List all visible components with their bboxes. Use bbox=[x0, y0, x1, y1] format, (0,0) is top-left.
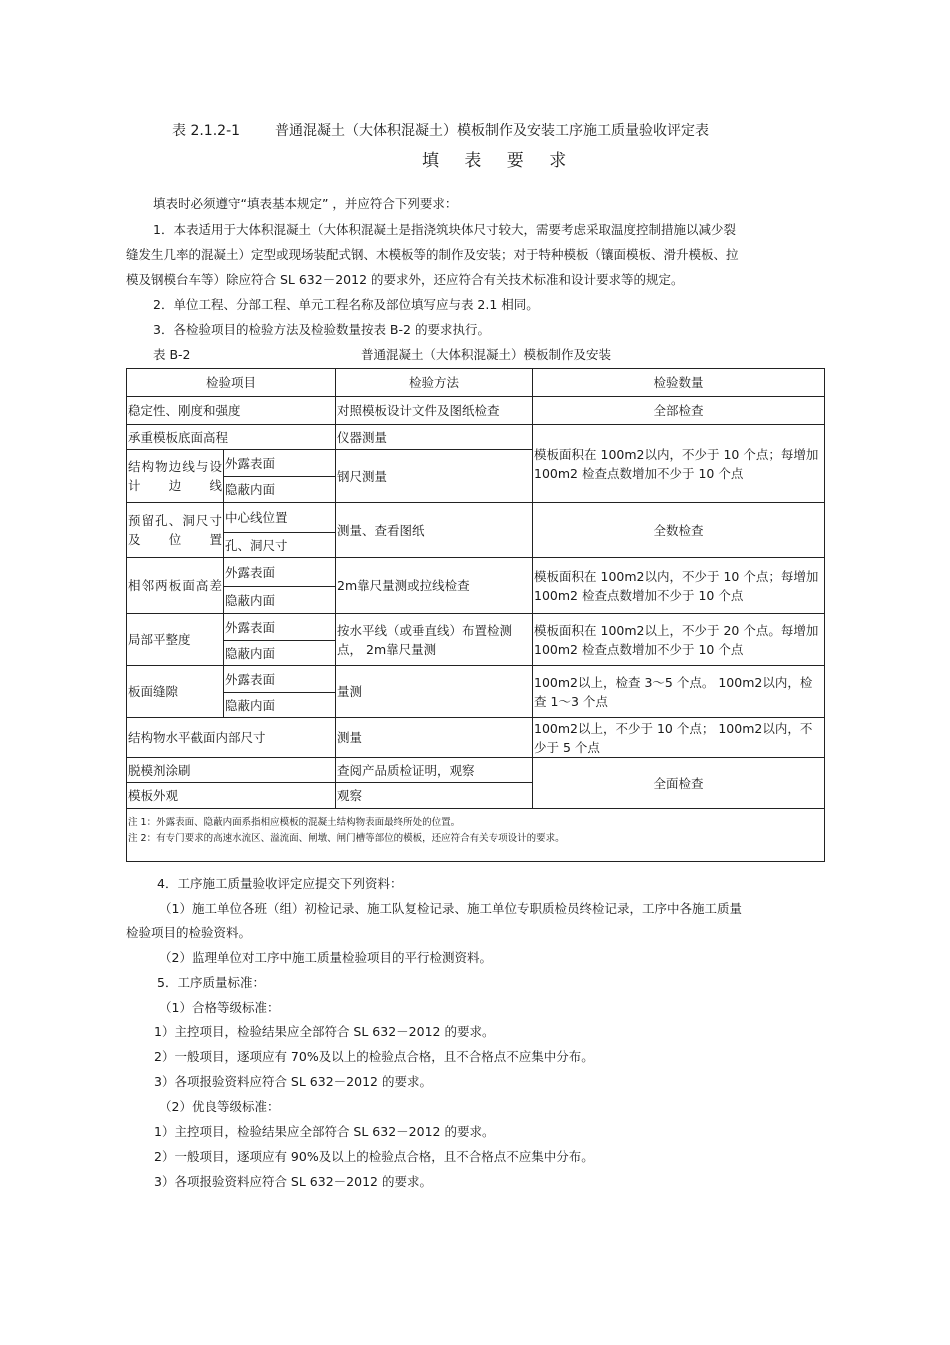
item-cell: 模板外观 bbox=[127, 783, 336, 809]
qualified-item-2: 2）一般项目，逐项应有 70%及以上的检验点合格，且不合格点不应集中分布。 bbox=[154, 1049, 594, 1064]
sub-item-cell: 外露表面 bbox=[224, 614, 336, 641]
table-row bbox=[127, 503, 825, 533]
table-row bbox=[127, 614, 825, 641]
qualified-item-3: 3）各项报验资料应符合 SL 632－2012 的要求。 bbox=[154, 1074, 432, 1089]
item-4-2: （2）监理单位对工序中施工质量检验项目的平行检测资料。 bbox=[159, 950, 492, 965]
quantity-cell: 全面检查 bbox=[533, 758, 825, 809]
table-label: 表 B-2 bbox=[153, 347, 191, 362]
item-4-1-cont: 检验项目的检验资料。 bbox=[126, 925, 252, 940]
table-number: 表 2.1.2-1 bbox=[172, 123, 241, 139]
item-cell: 稳定性、刚度和强度 bbox=[127, 397, 336, 425]
item-4-1: （1）施工单位各班（组）初检记录、施工队复检记录、施工单位专职质检员终检记录，工序中各施工质量 bbox=[159, 901, 742, 916]
table-row bbox=[127, 558, 825, 587]
item-cell: 承重模板底面高程 bbox=[127, 425, 336, 450]
item-5: 5．工序质量标准： bbox=[157, 975, 265, 990]
qualified-item-1: 1）主控项目，检验结果应全部符合 SL 632－2012 的要求。 bbox=[154, 1024, 495, 1039]
inspection-table bbox=[126, 368, 825, 862]
sub-item-cell: 孔、洞尺寸 bbox=[224, 533, 336, 558]
item-cell: 结构物边线与设计边线 bbox=[127, 450, 224, 503]
method-cell: 按水平线（或垂直线）布置检测点， 2m靠尺量测 bbox=[336, 614, 533, 666]
page-title: 普通混凝土（大体积混凝土）模板制作及安装工序施工质量验收评定表 bbox=[275, 123, 709, 139]
intro-item-2: 2．单位工程、分部工程、单元工程名称及部位填写应与表 2.1 相同。 bbox=[153, 297, 539, 312]
table-row bbox=[127, 758, 825, 783]
table-notes-row bbox=[127, 809, 825, 862]
excellent-item-2: 2）一般项目，逐项应有 90%及以上的检验点合格，且不合格点不应集中分布。 bbox=[154, 1149, 594, 1164]
excellent-standard: （2）优良等级标准： bbox=[159, 1099, 280, 1114]
method-cell: 观察 bbox=[336, 783, 533, 809]
qualified-standard: （1）合格等级标准： bbox=[159, 1000, 280, 1015]
sub-item-cell: 外露表面 bbox=[224, 450, 336, 477]
method-cell: 测量、查看图纸 bbox=[336, 503, 533, 558]
table-row bbox=[127, 718, 825, 758]
quantity-cell: 100m2以上，检查 3～5 个点。 100m2以内，检查 1～3 个点 bbox=[533, 666, 825, 718]
method-cell: 2m靠尺量测或拉线检查 bbox=[336, 558, 533, 614]
sub-item-cell: 隐蔽内面 bbox=[224, 587, 336, 614]
quantity-cell: 全部检查 bbox=[533, 397, 825, 425]
intro-item-1-cont: 缝发生几率的混凝土）定型或现场装配式钢、木模板等的制作及安装；对于特种模板（镶面模板、滑升模板、拉 bbox=[126, 247, 739, 262]
table-row bbox=[127, 397, 825, 425]
quantity-cell: 模板面积在 100m2以内，不少于 10 个点；每增加 100m2 检查点数增加不少于 10 个点 bbox=[533, 558, 825, 614]
note-2: 注 2：有专门要求的高速水流区、溢流面、闸墩、闸门槽等部位的模板，还应符合有关专项设计的要求。 bbox=[128, 833, 565, 844]
table-notes bbox=[127, 809, 825, 862]
note-1: 注 1：外露表面、隐蔽内面系指相应模板的混凝土结构物表面最终所处的位置。 bbox=[128, 817, 461, 828]
quantity-cell: 100m2以上，不少于 10 个点； 100m2以内，不少于 5 个点 bbox=[533, 718, 825, 758]
item-cell: 预留孔、洞尺寸及位置 bbox=[127, 503, 224, 558]
sub-item-cell: 隐蔽内面 bbox=[224, 477, 336, 503]
table-row bbox=[127, 666, 825, 693]
intro-item-1-cont: 模及钢模台车等）除应符合 SL 632－2012 的要求外，还应符合有关技术标准和设计要求等的规定。 bbox=[126, 272, 684, 287]
sub-item-cell: 隐蔽内面 bbox=[224, 693, 336, 718]
sub-item-cell: 外露表面 bbox=[224, 558, 336, 587]
item-cell: 相邻两板面高差 bbox=[127, 558, 224, 614]
header-item: 检验项目 bbox=[127, 369, 336, 397]
method-cell: 量测 bbox=[336, 666, 533, 718]
quantity-cell: 模板面积在 100m2以上，不少于 20 个点。每增加 100m2 检查点数增加不少于 10 个点 bbox=[533, 614, 825, 666]
intro-item-1: 1．本表适用于大体积混凝土（大体积混凝土是指浇筑块体尺寸较大，需要考虑采取温度控制措施以减少裂 bbox=[153, 222, 736, 237]
item-cell: 板面缝隙 bbox=[127, 666, 224, 718]
excellent-item-3: 3）各项报验资料应符合 SL 632－2012 的要求。 bbox=[154, 1174, 432, 1189]
item-cell: 局部平整度 bbox=[127, 614, 224, 666]
method-cell: 对照模板设计文件及图纸检查 bbox=[336, 397, 533, 425]
method-cell: 钢尺测量 bbox=[336, 450, 533, 503]
table-caption: 普通混凝土（大体积混凝土）模板制作及安装 bbox=[361, 347, 612, 362]
item-cell: 脱模剂涂刷 bbox=[127, 758, 336, 783]
method-cell: 查阅产品质检证明，观察 bbox=[336, 758, 533, 783]
quantity-cell: 模板面积在 100m2以内，不少于 10 个点；每增加 100m2 检查点数增加不少于 10 个点 bbox=[533, 425, 825, 503]
sub-item-cell: 外露表面 bbox=[224, 666, 336, 693]
table-header-row bbox=[127, 369, 825, 397]
sub-item-cell: 隐蔽内面 bbox=[224, 641, 336, 666]
method-cell: 测量 bbox=[336, 718, 533, 758]
item-cell: 结构物水平截面内部尺寸 bbox=[127, 718, 336, 758]
table-row bbox=[127, 425, 825, 450]
intro-item-3: 3．各检验项目的检验方法及检验数量按表 B-2 的要求执行。 bbox=[153, 322, 490, 337]
item-4: 4．工序施工质量验收评定应提交下列资料： bbox=[157, 876, 403, 891]
page-subtitle: 填 表 要 求 bbox=[422, 151, 577, 171]
header-quantity: 检验数量 bbox=[533, 369, 825, 397]
sub-item-cell: 中心线位置 bbox=[224, 503, 336, 533]
method-cell: 仪器测量 bbox=[336, 425, 533, 450]
intro-line: 填表时必须遵守“填表基本规定” ，并应符合下列要求： bbox=[153, 196, 458, 211]
header-method: 检验方法 bbox=[336, 369, 533, 397]
excellent-item-1: 1）主控项目，检验结果应全部符合 SL 632－2012 的要求。 bbox=[154, 1124, 495, 1139]
quantity-cell: 全数检查 bbox=[533, 503, 825, 558]
